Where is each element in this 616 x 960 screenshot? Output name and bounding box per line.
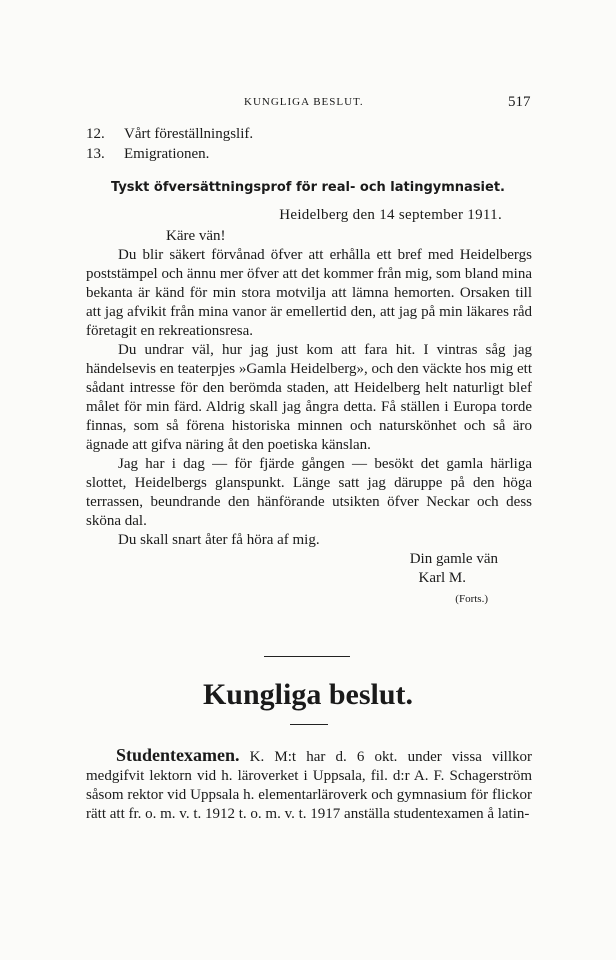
letter-closing: Din gamle vän bbox=[409, 551, 498, 567]
list-item-text: Emigrationen. bbox=[124, 146, 210, 162]
letter-paragraph: Du undrar väl, hur jag just kom att fara hit. I vintras såg jag händelsevis en teaterpjes »Gamla Heidelberg», och den väckte hos mig ett sådant intresse för den berömda staden, att Heidelberg helt naturligt blef målet för min färd. Aldrig skall jag ångra detta. Få ställen i Europa torde finnas, som så förena historiska minnen och naturskönhet och så äro ägnade att gifva näring åt den poetiska känslan. bbox=[86, 342, 532, 453]
continued-note: (Forts.) bbox=[455, 593, 488, 605]
letter-paragraph: Du skall snart åter få höra af mig. bbox=[118, 532, 320, 548]
section-text: K. M:t har d. 6 okt. under vissa villkor medgifvit lektorn vid h. läroverket i Uppsala, fil. d:r A. F. Schagerström såsom rektor vid Uppsala h. elementarläroverk och gymnasium för flickor rätt att fr. o. m. v. t. 1912 t. o. m. v. t. 1917 anställa studentexamen å latin- bbox=[86, 749, 532, 822]
running-title: KUNGLIGA BESLUT. bbox=[244, 96, 364, 108]
section-divider bbox=[264, 656, 350, 657]
section-lead: Studentexamen. bbox=[116, 745, 240, 765]
title-underline bbox=[290, 724, 328, 725]
list-item-number: 13. bbox=[86, 146, 105, 162]
page-number: 517 bbox=[508, 94, 531, 110]
page-header bbox=[0, 94, 616, 112]
section-body bbox=[86, 746, 532, 824]
section-title: Kungliga beslut. bbox=[202, 678, 414, 711]
letter-greeting: Käre vän! bbox=[166, 228, 226, 244]
list-item bbox=[86, 124, 253, 144]
list-item-number: 12. bbox=[86, 126, 105, 142]
letter-title: Tyskt öfversättningsprof för real- och latingymnasiet. bbox=[111, 180, 505, 195]
letter-paragraph: Jag har i dag — för fjärde gången — besökt det gamla härliga slottet, Heidelbergs glanspunkt. Länge satt jag däruppe på den höga terrassen, beundrande den hänförande utsikten öfver Neckar och dess sköna dal. bbox=[86, 456, 532, 529]
list-item-text: Vårt föreställningslif. bbox=[124, 126, 254, 142]
letter-date-line: Heidelberg den 14 september 1911. bbox=[279, 207, 502, 223]
letter-paragraph: Du blir säkert förvånad öfver att erhålla ett bref med Heidelbergs poststämpel och ännu mer öfver att det kommer från mig, som bland mina bekanta är känd för min stora motvilja att lämna hemorten. Orsaken till att jag afvikit från mina vanor är emellertid den, att jag på min läkares råd företagit en rekreationsresa. bbox=[86, 247, 532, 339]
letter-signature: Karl M. bbox=[418, 570, 466, 586]
letter bbox=[86, 206, 532, 609]
list-item bbox=[86, 144, 253, 164]
numbered-list bbox=[86, 124, 253, 164]
